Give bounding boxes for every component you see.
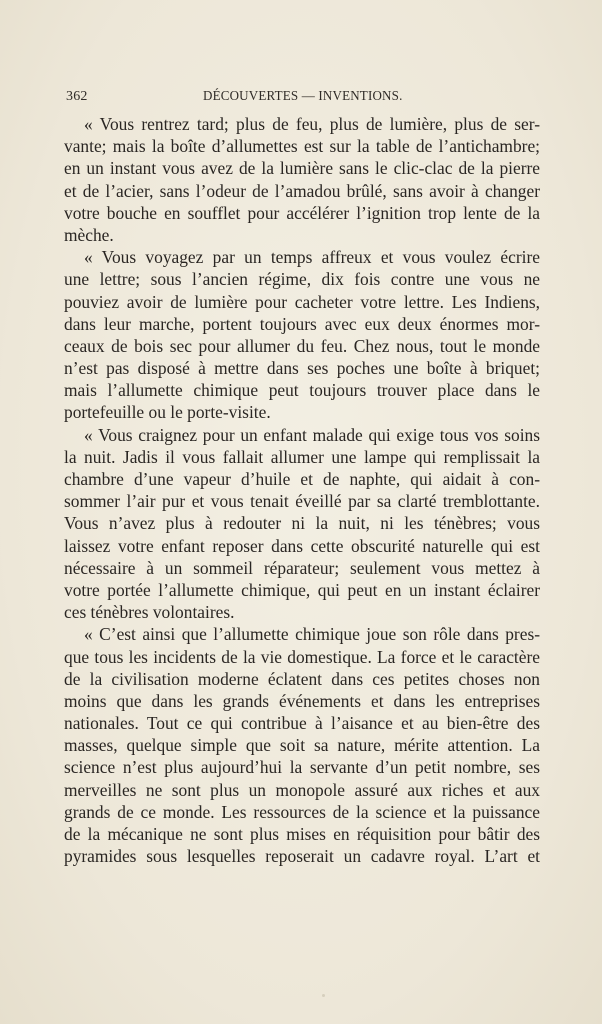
text-line: vante; mais la boîte d’allumettes est sur la table de l’antichambre;	[64, 136, 540, 157]
text-line: votre portée l’allumette chimique, qui peut en un instant éclairer	[64, 579, 540, 600]
text-line: moins que dans les grands événements et dans les entreprises	[64, 690, 540, 711]
text-line: ces ténèbres volontaires.	[64, 602, 235, 623]
text-line: que tous les incidents de la vie domestique. La force et le caractère	[64, 646, 540, 667]
text-line: Vous n’avez plus à redouter ni la nuit, ni les ténèbres; vous	[64, 513, 540, 534]
text-line: ceaux de bois sec pour allumer du feu. Chez nous, tout le monde	[64, 335, 540, 356]
text-line: nationales. Tout ce qui contribue à l’aisance et au bien-être des	[64, 713, 540, 734]
paragraph	[64, 424, 540, 624]
text-line: science n’est plus aujourd’hui la servante d’un petit nombre, ses	[64, 757, 540, 778]
text-line: portefeuille ou le porte-visite.	[64, 402, 271, 423]
text-line: pyramides sous lesquelles reposerait un cadavre royal. L’art et	[64, 846, 540, 867]
text-line: « Vous rentrez tard; plus de feu, plus de lumière, plus de ser-	[84, 114, 540, 134]
text-line: « Vous craignez pour un enfant malade qui exige tous vos soins	[84, 424, 540, 445]
paragraph	[64, 623, 540, 867]
text-line: mèche.	[64, 224, 114, 245]
text-line: dans leur marche, portent toujours avec eux deux énormes mor-	[64, 313, 540, 334]
text-line: de la mécanique ne sont plus mises en réquisition pour bâtir des	[64, 824, 540, 844]
text-line: « C’est ainsi que l’allumette chimique joue son rôle dans pres-	[84, 624, 540, 645]
text-line: pouviez avoir de lumière pour cacheter votre lettre. Les Indiens,	[64, 291, 540, 312]
text-line: une lettre; sous l’ancien régime, dix fois contre une vous ne	[64, 269, 540, 290]
text-line: sommer l’air pur et vous tenait éveillé par sa clarté tremblottante.	[64, 491, 540, 512]
paper-speck	[322, 994, 325, 997]
page-number: 362	[66, 89, 88, 104]
text-line: nécessaire à un sommeil réparateur; seulement vous mettez à	[64, 557, 540, 578]
text-line: votre bouche en soufflet pour accélérer l’ignition trop lente de la	[64, 202, 540, 223]
text-line: laissez votre enfant reposer dans cette obscurité naturelle qui est	[64, 535, 540, 556]
text-line: la nuit. Jadis il vous fallait allumer une lampe qui remplissait la	[64, 446, 540, 467]
paragraph	[64, 246, 540, 424]
running-title: DÉCOUVERTES — INVENTIONS.	[203, 89, 403, 104]
text-line: n’est pas disposé à mettre dans ses poches une boîte à briquet;	[64, 358, 540, 379]
body-text	[64, 113, 540, 867]
text-line: masses, quelque simple que soit sa nature, mérite attention. La	[64, 735, 540, 756]
text-line: chambre d’une vapeur d’huile et de naphte, qui aidait à con-	[64, 469, 540, 489]
text-line: « Vous voyagez par un temps affreux et vous voulez écrire	[84, 247, 540, 268]
text-line: mais l’allumette chimique peut toujours trouver place dans le	[64, 380, 540, 401]
text-line: en un instant vous avez de la lumière sans le clic-clac de la pierre	[64, 158, 540, 179]
text-line: et de l’acier, sans l’odeur de l’amadou brûlé, sans avoir à changer	[64, 180, 540, 201]
page-header	[66, 89, 542, 109]
text-line: grands de ce monde. Les ressources de la science et la puissance	[64, 801, 540, 822]
text-line: de la civilisation moderne éclatent dans ces petites choses non	[64, 668, 540, 689]
text-line: merveilles ne sont plus un monopole assuré aux riches et aux	[64, 779, 540, 800]
paragraph	[64, 113, 540, 246]
